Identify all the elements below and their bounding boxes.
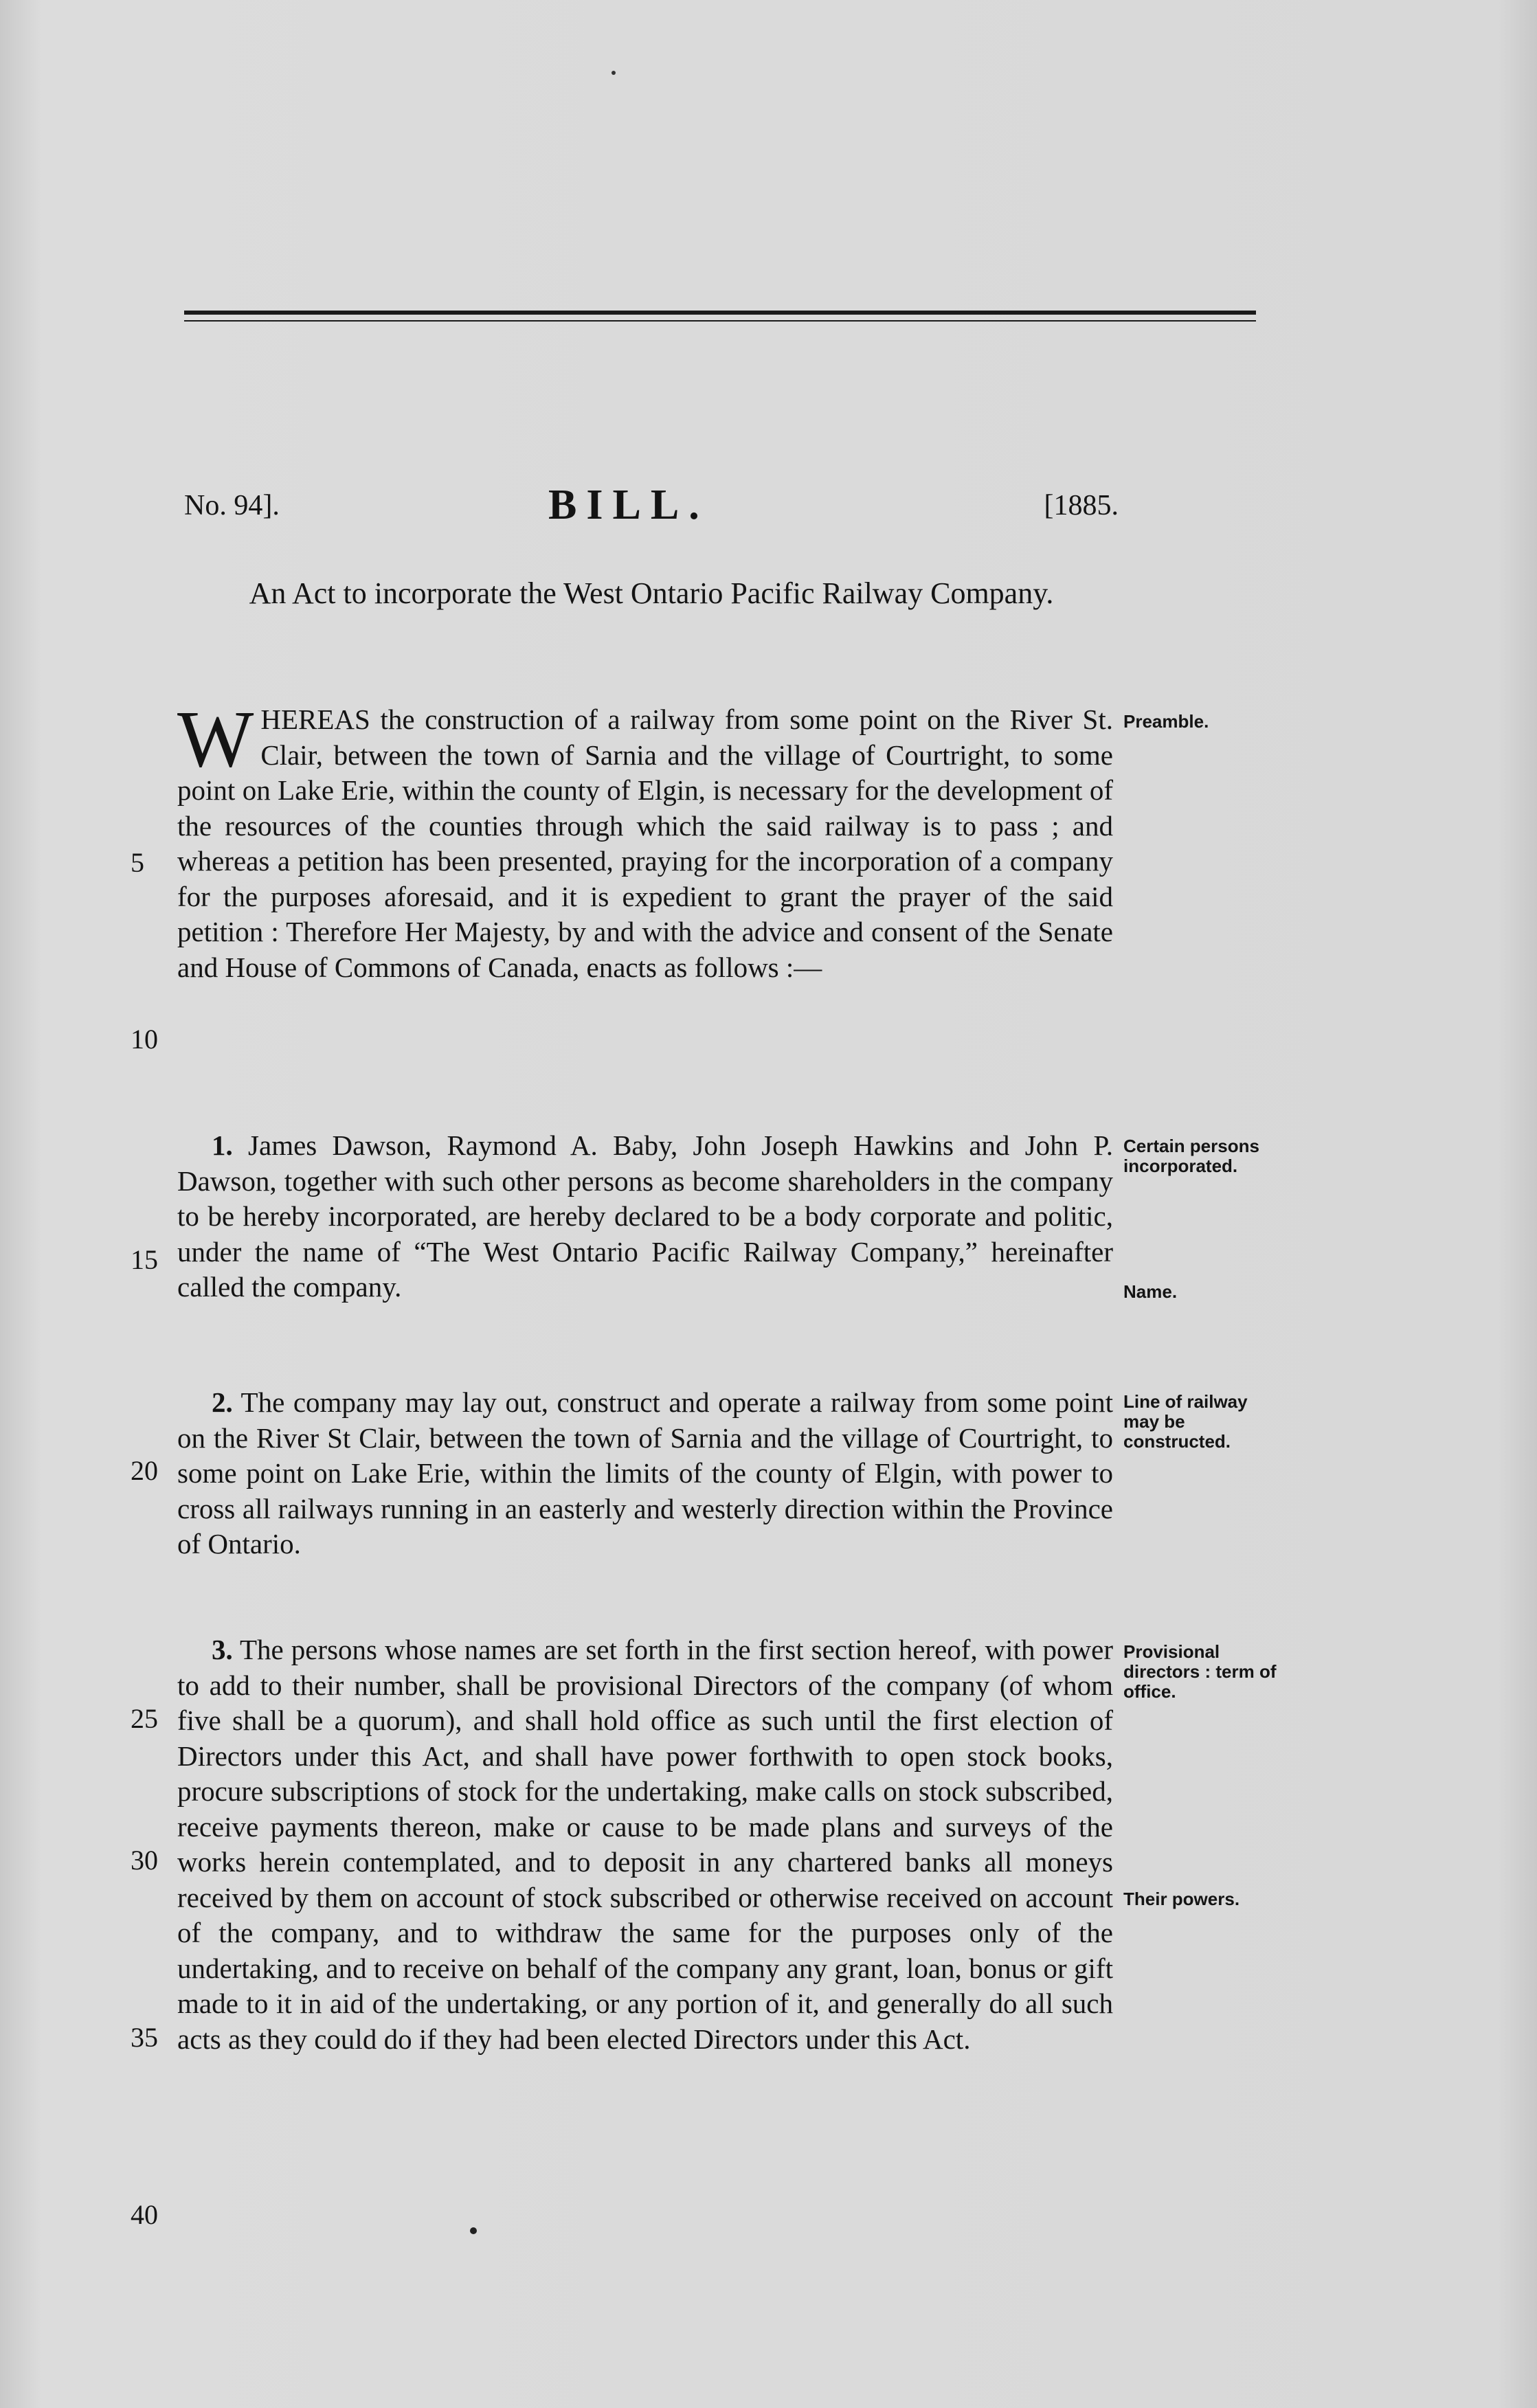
line-number: 30 [131,1845,158,1876]
line-number: 15 [131,1244,158,1275]
act-subtitle: An Act to incorporate the West Ontario Pacific Railway Company. [249,576,1054,610]
line-number: 25 [131,1703,158,1734]
margin-note-preamble: Preamble. [1123,711,1209,732]
line-number: 40 [131,2199,158,2230]
section-text: James Dawson, Raymond A. Baby, John Joseph Hawkins and John P. Dawson, together with such other persons as become shareholders in the company to be hereby incorporated, are hereby declared to be a body corporate and politic, under the name of “The West Ontario Pacific Railway Company,” hereinafter called the company. [177,1129,1113,1303]
header-rule-thin [184,320,1256,322]
preamble-text: HEREAS the construction of a railway from some point on the River St. Clair, between the town of Sarnia and the village of Courtright, to some point on Lake Erie, within the county of Elgin, is necessary for the development of the resources of the counties through which the said railway is to pass ; and whereas a petition has been presented, praying for the incorporation of a company for the purposes aforesaid, and it is expedient to grant the prayer of the said petition : Therefore Her Majesty, by and with the advice and consent of the Senate and House of Commons of Canada, enacts as follows :— [177,704,1113,983]
line-number: 35 [131,2022,158,2053]
margin-note-incorporated: Certain persons incorporated. [1123,1136,1259,1176]
line-number: 20 [131,1455,158,1486]
margin-note-powers: Their powers. [1123,1889,1240,1909]
section-text: The company may lay out, construct and operate a railway from some point on the River St Clair, between the town of Sarnia and the village of Courtright, to some point on Lake Erie, within the limits of the county of Elgin, with power to cross all railways running in an easterly and westerly direction within the Province of Ontario. [177,1386,1113,1560]
section-number: 3. [212,1634,233,1665]
line-number: 5 [131,847,144,878]
bill-year: [1885. [1044,490,1119,521]
bill-number: No. 94]. [184,490,280,521]
section-text: The persons whose names are set forth in the first section hereof, with power to add to their number, shall be provisional Directors of the company (of whom five shall be a quorum), and shall hold office as such until the first election of Directors under this Act, and shall have power forthwith to open stock books, procure subscriptions of stock for the undertaking, make calls on stock subscribed, receive payments thereon, make or cause to be made plans and surveys of the works herein contemplated, and to deposit in any chartered banks all moneys received by them on account of stock subscribed or otherwise received on account of the company, and to withdraw the same for the purposes only of the undertaking, and to receive on behalf of the company any grant, loan, bonus or gift made to it in aid of the undertaking, or any portion of it, and generally do all such acts as they could do if they had been elected Directors under this Act. [177,1634,1113,2055]
drop-cap: W [177,694,254,784]
header-rule-thick [184,311,1256,315]
line-number: 10 [131,1024,158,1055]
bill-header [184,481,1119,536]
margin-note-directors: Provisional directors : term of office. [1123,1641,1277,1702]
section-3-paragraph [177,1632,1113,2057]
section-number: 1. [212,1129,233,1161]
section-number: 2. [212,1386,233,1418]
page-speck [612,71,616,75]
bill-title: BILL. [548,482,709,528]
margin-note-line: Line of railway may be constructed. [1123,1391,1248,1452]
section-1-paragraph [177,1128,1113,1305]
bottom-speck [470,2227,477,2234]
margin-note-name: Name. [1123,1281,1178,1302]
preamble-paragraph [177,694,1113,985]
section-2-paragraph [177,1385,1113,1562]
